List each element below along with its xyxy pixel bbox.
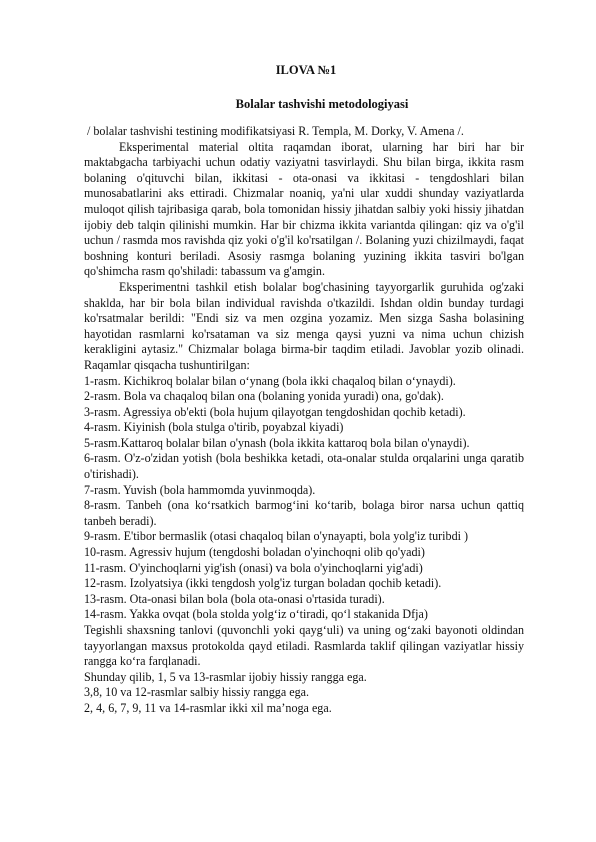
paragraph-1: Eksperimental material oltita raqamdan iborat, ularning har biri har bir maktabgacha tarbiyachi uchun odatiy vaziyatni tasvirlaydi. Shu bilan birga, ikkita rasm bolaning o'qituvchi bilan, ikkitasi - ota-onasi va ikkitasi - tengdoshlari bilan munosabatlarini aks ettiradi. Chizmalar noaniq, ya'ni ular xuddi shunday vaziyatlarda muloqot qilish tajribasiga qarab, bola tomonidan hissiy jihatdan salbiy yoki hissiy jihatdan ijobiy deb talqin qilinishi mumkin. Har bir chizma ikkita variantda qilingan: qiz va o'g'il uchun / rasmda mos ravishda qiz yoki o'g'il ko'rsatilgan /. Bolaning yuzi chizilmaydi, faqat boshning konturi beriladi. Asosiy rasmga bolaning yuzining ikkita tasviri bo'lgan qo'shimcha rasm qo'shiladi: tabassum va g'amgin. (84, 139, 524, 279)
list-item: 5-rasm.Kattaroq bolalar bilan o'ynash (bola ikkita kattaroq bola bilan o'ynaydi). (84, 435, 470, 450)
document-subtitle: Bolalar tashvishi metodologiyasi (235, 97, 409, 111)
paragraph-2: Eksperimentni tashkil etish bolalar bog'chasining tayyorgarlik guruhida og'zaki shaklda, har bir bola bilan individual ravishda o'tkazildi. Ishdan oldin bunday turdagi ko'rsatmalar berildi: "Endi siz va men ozgina yozamiz. Men sizga Sasha bolasining hayotidan rasmlarni ko'rsataman va siz menga qaysi yuzni va nima uchun chizish kerakligini aytasiz." Chizmalar bolaga birma-bir taqdim etiladi. Javoblar yozib olinadi. Raqamlar qisqacha tushuntirilgan: (84, 279, 524, 372)
summary-ambiguous: 2, 4, 6, 7, 9, 11 va 14-rasmlar ikki xil ma’noga ega. (84, 700, 332, 715)
list-item: 3-rasm. Agressiya ob'ekti (bola hujum qilayotgan tengdoshidan qochib ketadi). (84, 404, 466, 419)
summary-negative: 3,8, 10 va 12-rasmlar salbiy hissiy rangga ega. (84, 685, 310, 700)
list-item: 8-rasm. Tanbeh (ona ko‘rsatkich barmog‘ini ko‘tarib, bolaga biror narsa uchun qattiq tanbeh beradi). (84, 498, 524, 528)
list-item: 13-rasm. Ota-onasi bilan bola (bola ota-onasi o'rtasida turadi). (84, 591, 385, 606)
list-item: 9-rasm. E'tibor bermaslik (otasi chaqaloq bilan o'ynayapti, bola yolg'iz turibdi ) (84, 529, 469, 544)
list-item: 2-rasm. Bola va chaqaloq bilan ona (bolaning yonida yuradi) ona, go'dak). (84, 389, 444, 404)
list-item: 14-rasm. Yakka ovqat (bola stolda yolg‘iz o‘tiradi, qo‘l stakanida Dfja) (84, 607, 428, 622)
list-item: 4-rasm. Kiyinish (bola stulga o'tirib, poyabzal kiyadi) (84, 420, 344, 435)
document-body (84, 124, 524, 717)
list-item: 12-rasm. Izolyatsiya (ikki tengdosh yolg'iz turgan boladan qochib ketadi). (84, 576, 442, 591)
list-item: 11-rasm. O'yinchoqlarni yig'ish (onasi) va bola o'yinchoqlarni yig'adi) (84, 560, 423, 575)
list-item: 7-rasm. Yuvish (bola hammomda yuvinmoqda). (84, 482, 316, 497)
paragraph-3: Tegishli shaxsning tanlovi (quvonchli yoki qayg‘uli) va uning og‘zaki bayonoti oldindan tayyorlangan maxsus protokolda qayd etiladi. Rasmlarda taklif qilingan vaziyatlar hissiy rangga ko‘ra farqlanadi. (84, 623, 524, 669)
summary-positive: Shunday qilib, 1, 5 va 13-rasmlar ijobiy hissiy rangga ega. (84, 669, 367, 684)
authors-line: / bolalar tashvishi testining modifikatsiyasi R. Templa, M. Dorky, V. Amena /. (87, 124, 464, 138)
list-item: 6-rasm. O'z-o'zidan yotish (bola beshikka ketadi, ota-onalar stulda orqalarini unga qaratib o'tirishadi). (84, 451, 524, 482)
document-title: ILOVA №1 (275, 63, 337, 77)
list-item: 1-rasm. Kichikroq bolalar bilan o‘ynang (bola ikki chaqaloq bilan o‘ynaydi). (84, 373, 456, 388)
list-item: 10-rasm. Agressiv hujum (tengdoshi boladan o'yinchoqni olib qo'yadi) (84, 545, 425, 560)
